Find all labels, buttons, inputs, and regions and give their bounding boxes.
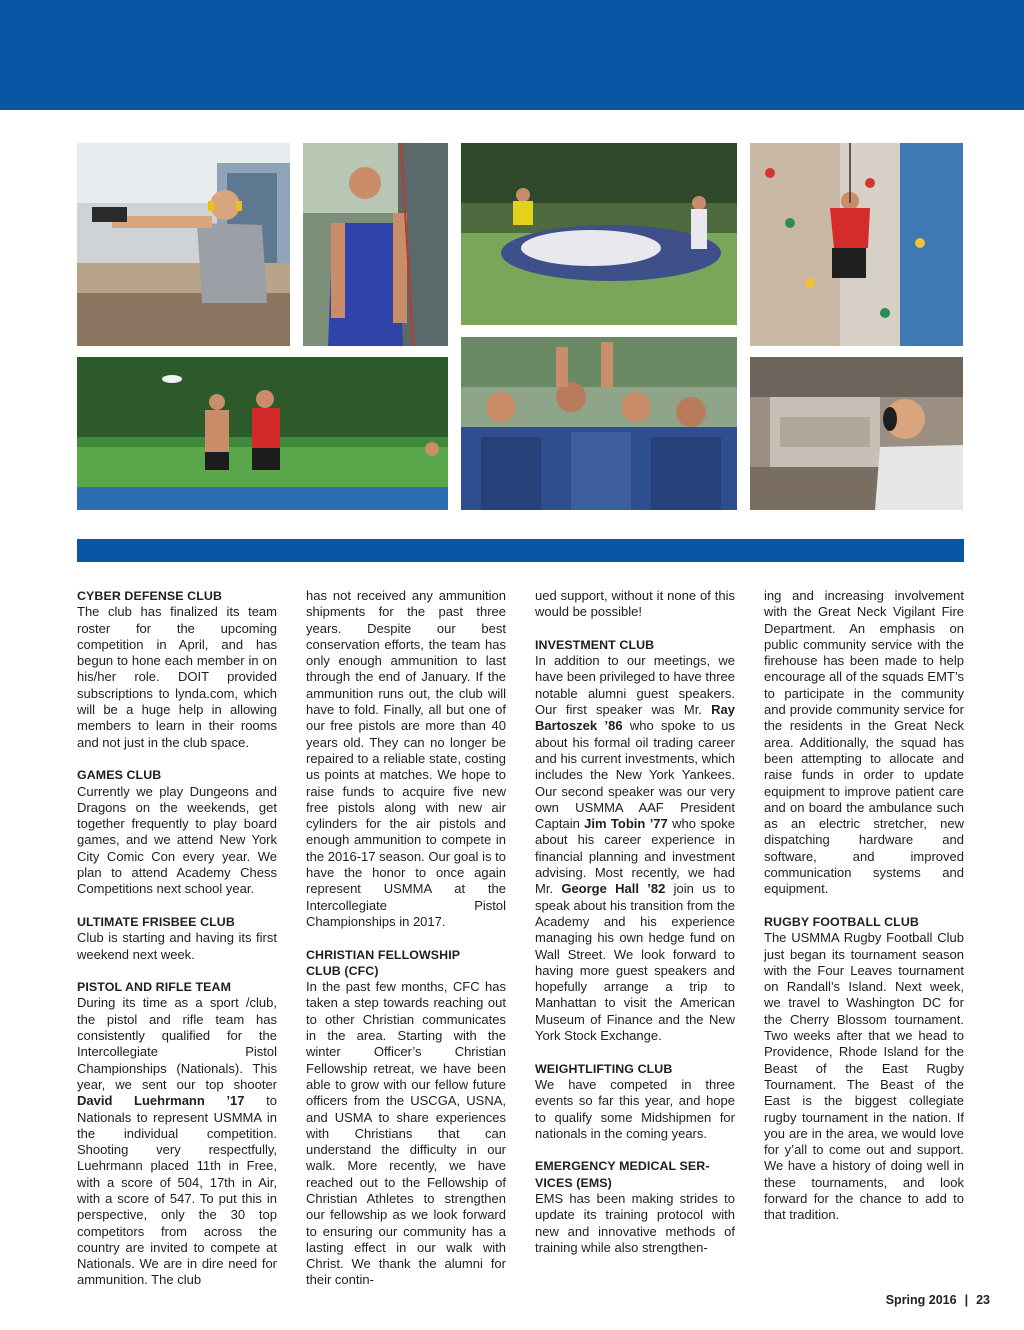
caption-bar: [77, 539, 964, 562]
rugby-club-text: The USMMA Rugby Football Club just began its tournament season with the Four Leaves tournament on Randall’s Island. Next week, we travel to Washington DC for the Cherry Blossom tournament. Two weeks after that we head to Providence, Rhode Island for the Beast of the East Rugby Tournament. The Beast of the East is the biggest collegiate rugby tournament in the nation. If you are in the area, we would love for y’all to come out and support. We have a history of doing well in these tournaments, and look forward for the chance to add to that tradition.: [764, 930, 964, 1223]
games-club-heading: GAMES CLUB: [77, 768, 162, 783]
pistol-shooter-photo: [77, 143, 290, 346]
weightlifting-heading: WEIGHTLIFTING CLUB: [535, 1061, 673, 1076]
weightlifting-text: We have competed in three events so far this year, and hope to qualify some Midshipmen for nationals in the coming years.: [535, 1076, 735, 1141]
climbing-wall-photo: [750, 143, 963, 346]
rugby-scrum-photo: [461, 143, 737, 325]
issue-label: Spring 2016: [885, 1293, 957, 1307]
pistol-rifle-text: During its time as a sport /club, the pistol and rifle team has consistently qualified for the Intercollegiate Pistol Championships (Nationals). This year, we sent our top shooter David Luehrmann ’17 to Nationals to represent USMMA in the individual competition. Shooting very respectfully, Luehrmann placed 11th in Free, with a score of 504, 17th in Air, with a score of 547. To put this in perspective, only the 30 top competitors from across the country are invited to compete at Nationals. We are in dire need for ammunition. The club: [77, 995, 277, 1288]
climber-rope-photo: [303, 143, 448, 346]
ultimate-frisbee-photo: [77, 357, 448, 510]
rugby-team-huddle-photo: [461, 337, 737, 510]
cyber-defense-heading: CYBER DEFENSE CLUB: [77, 589, 222, 603]
ems-text-continued: ing and increasing involvement with the Great Neck Vigilant Fire Department. An emphasis on public community service with the firehouse has been made to help encourage all of the squads EMT’s to participate in the community and provide community service for the residents in the Great Neck area. Additionally, the squad has been attempting to allocate and raise funds in order to update equipment to improve patient care and on board the ambulance such as an electric stretcher, new dispatching hardware and software, and improved communication systems and equipment.: [764, 588, 964, 897]
column-2: [306, 588, 506, 1289]
footer-separator: |: [964, 1293, 969, 1307]
christian-fellowship-text-continued: ued support, without it none of this would be possible!: [535, 588, 735, 620]
header-band: [0, 0, 1024, 110]
christian-fellowship-heading: CHRISTIAN FELLOWSHIP CLUB (CFC): [306, 947, 461, 978]
games-club-text: Currently we play Dungeons and Dragons on the weekends, get together frequently to play board games, and we attend New York City Comic Con every year. We plan to attend Academy Chess Competitions next school year.: [77, 783, 277, 897]
christian-fellowship-text: In the past few months, CFC has taken a step towards reaching out to other Christian communicates in the area. Starting with the winter Officer’s Christian Fellowship retreat, we have been able to grow with our fellow future officers from the USCGA, USNA, and USMA to share experiences with Christians that can understand the difficulty in our walk. More recently, we have reached out to the Fellowship of Christian Athletes to strengthen our fellowship as we look forward to ensuring our community has a lasting effect in our walk with Christ. We thank the alumni for their contin-: [306, 979, 506, 1288]
ultimate-frisbee-text: Club is starting and having its first weekend next week.: [77, 930, 277, 962]
page-footer: [886, 1293, 990, 1307]
cyber-defense-text: The club has finalized its team roster for the upcoming competition in April, and has begun to hone each member in on his/her role. DOIT provided subscriptions to lynda.com, which will be a huge help in allowing members to learn in their rooms and not just in the club space.: [77, 604, 277, 750]
pistol-rifle-text-continued: has not received any ammunition shipments for the past three years. Despite our best conservation efforts, the team has only enough ammunition to last through the end of January. If the ammunition runs out, the club will have to fold. Finally, all but one of our free pistols are more than 40 years old. They can no longer be repaired to a reliable state, costing us points at matches. We hope to raise funds to acquire five new free pistols along with new air cylinders for the air pistols and enough ammunition to compete in the 2016-17 season. Our goal is to have the honor to once again represent USMMA at the Intercollegiate Pistol Championships in 2017.: [306, 588, 506, 929]
rugby-club-heading: RUGBY FOOTBALL CLUB: [764, 914, 919, 929]
pistol-rifle-heading: PISTOL AND RIFLE TEAM: [77, 980, 232, 995]
ems-text: EMS has been making strides to update its training protocol with new and innovative methods of training while also strengthen-: [535, 1190, 735, 1255]
page-number: 23: [976, 1293, 990, 1307]
investment-club-text: In addition to our meetings, we have been privileged to have three notable alumni guest speakers. Our first speaker was Mr. Ray Bartoszek ’86 who spoke to us about his formal oil trading career and his current investments, which includes the New York Yankees. Our second speaker was our very own USMMA AAF President Captain Jim Tobin ’77 who spoke about his career experience in financial planning and investment advising. Most recently, we had Mr. George Hall ’82 join us to speak about his transition from the Academy and his experience managing his own hedge fund on Wall Street. We look forward to having more guest speakers and hopefully arrange a trip to Manhattan to visit the American Museum of Finance and the New York Stock Exchange.: [535, 653, 736, 1044]
ems-heading: EMERGENCY MEDICAL SER- VICES (EMS): [535, 1159, 710, 1190]
shooter-name: David Luehrmann ’17: [77, 1093, 245, 1109]
column-3: [535, 588, 735, 1256]
column-1: [77, 588, 277, 1289]
investment-club-heading: INVESTMENT CLUB: [535, 637, 655, 652]
indoor-range-photo: [750, 357, 963, 510]
ultimate-frisbee-heading: ULTIMATE FRISBEE CLUB: [77, 914, 235, 929]
column-4: [764, 588, 964, 1224]
